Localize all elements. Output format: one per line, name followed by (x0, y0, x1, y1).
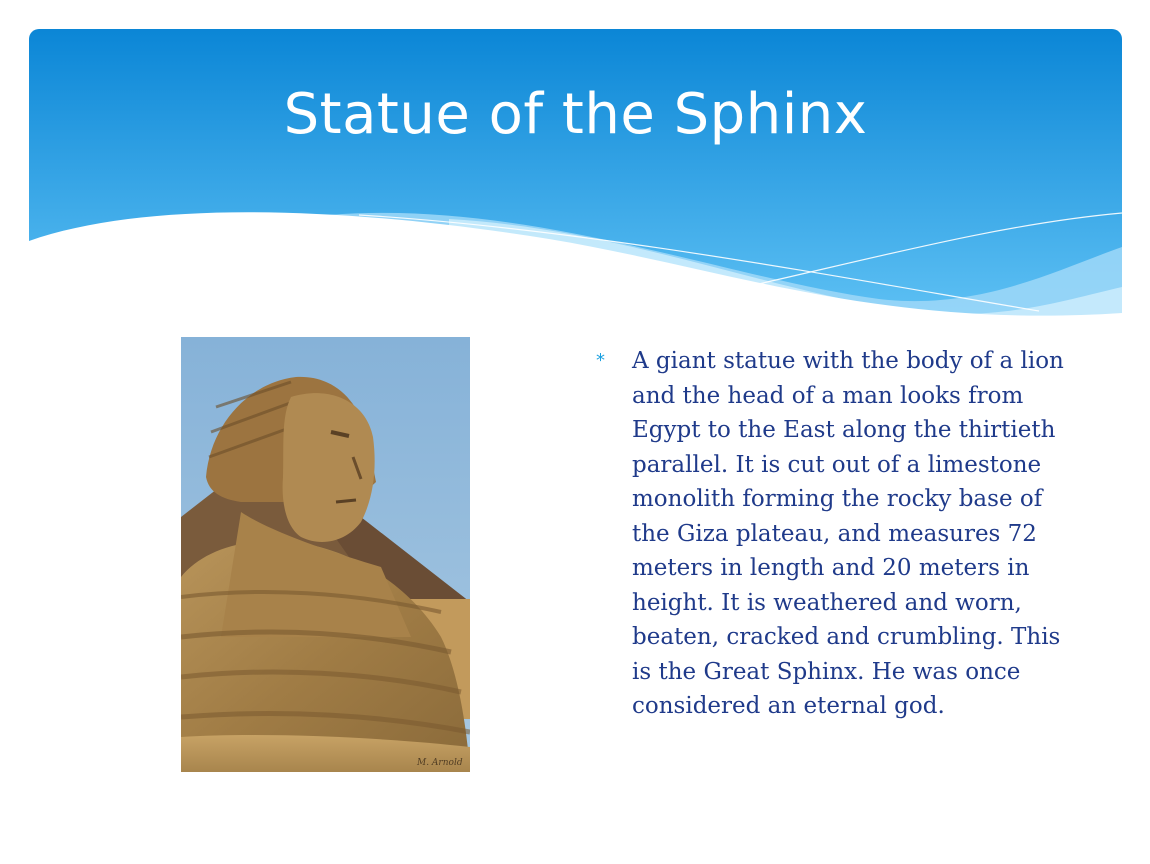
svg-text:M. Arnold: M. Arnold (417, 758, 463, 768)
bullet-text: A giant statue with the body of a lion and the head of a man looks from Egypt to the East along the thirtieth parallel. It is cut out of a limestone monolith forming the rocky base of the Giza plateau, and measures 72 meters in length and 20 meters in height. It is weathered and worn, beaten, cracked and crumbling. This is the Great Sphinx. He was once considered an eternal god. (632, 348, 1064, 719)
slide-title: Statue of the Sphinx (283, 82, 868, 147)
wave-banner-graphic (29, 29, 1122, 329)
sphinx-photo (181, 337, 470, 772)
sphinx-image (181, 337, 470, 772)
title-banner (29, 29, 1122, 329)
bullet-star-icon: * (596, 350, 605, 371)
